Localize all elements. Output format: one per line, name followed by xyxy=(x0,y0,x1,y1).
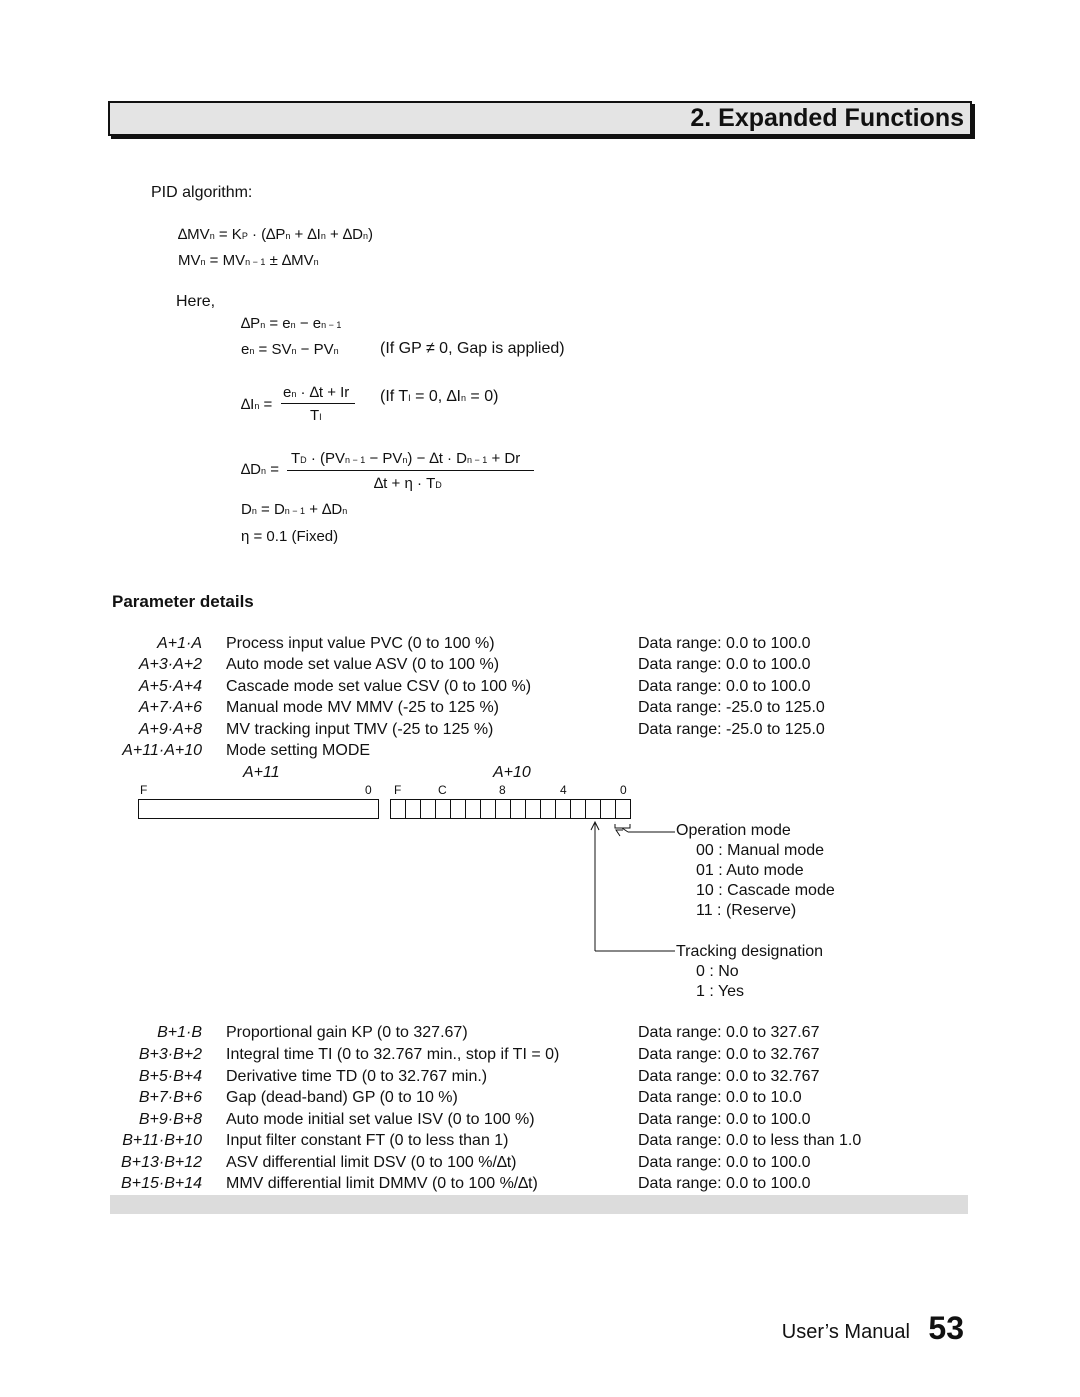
param-row xyxy=(0,721,1080,743)
mode-arrows xyxy=(580,818,680,958)
param-description: Proportional gain KP (0 to 327.67) xyxy=(226,1024,468,1041)
param-range: Data range: 0.0 to 32.767 xyxy=(638,1068,820,1085)
param-range: Data range: 0.0 to 32.767 xyxy=(638,1046,820,1063)
pid-label: PID algorithm: xyxy=(151,184,253,201)
param-range: Data range: 0.0 to 100.0 xyxy=(638,1175,811,1192)
param-address: B+1·B xyxy=(157,1024,202,1041)
operation-mode-option: 10 : Cascade mode xyxy=(696,882,835,899)
section-title: 2. Expanded Functions xyxy=(690,104,964,132)
param-row xyxy=(0,742,1080,764)
param-address: A+1·A xyxy=(157,635,202,652)
param-row xyxy=(0,1046,1080,1068)
equation-di-numerator: en · ∆t + Ir xyxy=(283,384,350,401)
param-range: Data range: 0.0 to 10.0 xyxy=(638,1089,802,1106)
param-row xyxy=(0,635,1080,657)
gap-note: (If GP ≠ 0, Gap is applied) xyxy=(380,340,565,357)
param-description: Mode setting MODE xyxy=(226,742,371,759)
bit-cell xyxy=(495,799,511,819)
param-description: MMV differential limit DMMV (0 to 100 %/∆t) xyxy=(226,1175,538,1192)
tracking-designation-label: Tracking designation xyxy=(676,943,824,960)
param-description: MV tracking input TMV (-25 to 125 %) xyxy=(226,721,494,738)
param-description: Gap (dead-band) GP (0 to 10 %) xyxy=(226,1089,458,1106)
footer-shade-bar xyxy=(110,1195,968,1214)
param-description: Input filter constant FT (0 to less than 1) xyxy=(226,1132,509,1149)
equation-di-denominator: TI xyxy=(310,407,322,424)
low-word-register xyxy=(390,799,630,819)
equation-dn: Dn = Dn − 1 + ∆Dn xyxy=(241,501,348,518)
param-address: A+9·A+8 xyxy=(138,721,202,738)
param-range: Data range: 0.0 to 100.0 xyxy=(638,635,811,652)
param-row xyxy=(0,1132,1080,1154)
param-range: Data range: -25.0 to 125.0 xyxy=(638,721,825,738)
manual-title: User’s Manual xyxy=(781,1321,910,1343)
param-row xyxy=(0,656,1080,678)
equation-mv: MVn = MVn − 1 ± ∆MVn xyxy=(178,252,319,269)
bit-cell xyxy=(420,799,436,819)
bit-label: 4 xyxy=(560,783,567,797)
param-row xyxy=(0,1154,1080,1176)
param-row xyxy=(0,699,1080,721)
word-low-label: A+10 xyxy=(493,764,531,781)
param-range: Data range: 0.0 to less than 1.0 xyxy=(638,1132,862,1149)
equation-eta: η = 0.1 (Fixed) xyxy=(241,528,339,545)
operation-mode-label: Operation mode xyxy=(676,822,791,839)
section-header xyxy=(108,101,972,136)
param-description: Derivative time TD (0 to 32.767 min.) xyxy=(226,1068,488,1085)
parameter-details-heading: Parameter details xyxy=(112,592,254,611)
param-description: ASV differential limit DSV (0 to 100 %/∆t) xyxy=(226,1154,517,1171)
param-row xyxy=(0,678,1080,700)
param-address: B+5·B+4 xyxy=(138,1068,202,1085)
param-address: B+7·B+6 xyxy=(138,1089,202,1106)
param-range: Data range: 0.0 to 100.0 xyxy=(638,678,811,695)
equation-en: en = SVn − PVn xyxy=(241,341,339,358)
param-range: Data range: 0.0 to 100.0 xyxy=(638,1154,811,1171)
bit-cell xyxy=(450,799,466,819)
bit-label: 8 xyxy=(499,783,506,797)
bit-cell xyxy=(525,799,541,819)
ti-note: (If TI = 0, ∆In = 0) xyxy=(380,388,499,405)
bit-cell xyxy=(555,799,571,819)
bit-cell xyxy=(405,799,421,819)
tracking-option: 1 : Yes xyxy=(696,983,745,1000)
equation-dd-denominator: ∆t + η · TD xyxy=(374,475,442,492)
param-address: A+7·A+6 xyxy=(138,699,202,716)
param-row xyxy=(0,1111,1080,1133)
param-description: Cascade mode set value CSV (0 to 100 %) xyxy=(226,678,532,695)
equation-dp: ∆Pn = en − en − 1 xyxy=(241,315,342,332)
bit-label: 0 xyxy=(365,783,372,797)
param-description: Auto mode set value ASV (0 to 100 %) xyxy=(226,656,500,673)
fraction-bar xyxy=(287,470,534,471)
equation-dd-lhs: ∆Dn = xyxy=(241,461,279,478)
param-address: A+5·A+4 xyxy=(138,678,202,695)
bit-cell xyxy=(570,799,586,819)
param-description: Manual mode MV MMV (-25 to 125 %) xyxy=(226,699,499,716)
bit-cell xyxy=(390,799,406,819)
bit-label: F xyxy=(140,783,148,797)
word-high-label: A+11 xyxy=(243,764,280,781)
param-row xyxy=(0,1068,1080,1090)
bit-cell xyxy=(600,799,616,819)
bit-cell xyxy=(435,799,451,819)
bit-label: C xyxy=(438,783,447,797)
param-address: A+3·A+2 xyxy=(138,656,202,673)
param-row xyxy=(0,1089,1080,1111)
fraction-bar xyxy=(281,403,355,404)
param-address: B+15·B+14 xyxy=(121,1175,202,1192)
bit-cell xyxy=(540,799,556,819)
param-address: B+13·B+12 xyxy=(121,1154,202,1171)
param-address: A+11·A+10 xyxy=(122,742,202,759)
param-address: B+3·B+2 xyxy=(138,1046,202,1063)
param-range: Data range: 0.0 to 327.67 xyxy=(638,1024,820,1041)
equation-dd-numerator: TD · (PVn − 1 − PVn) − ∆t · Dn − 1 + Dr xyxy=(291,450,521,467)
here-label: Here, xyxy=(176,293,216,310)
bit-cell xyxy=(585,799,601,819)
param-row xyxy=(0,1024,1080,1046)
tracking-option: 0 : No xyxy=(696,963,739,980)
bit-cell xyxy=(480,799,496,819)
param-description: Integral time TI (0 to 32.767 min., stop if TI = 0) xyxy=(226,1046,560,1063)
bit-cell xyxy=(615,799,631,819)
operation-mode-option: 00 : Manual mode xyxy=(696,842,825,859)
param-range: Data range: 0.0 to 100.0 xyxy=(638,656,811,673)
equation-dmv: ∆MVn = KP · (∆Pn + ∆In + ∆Dn) xyxy=(178,226,373,243)
param-description: Auto mode initial set value ISV (0 to 100 %) xyxy=(226,1111,535,1128)
operation-mode-option: 01 : Auto mode xyxy=(696,862,804,879)
bit-cell xyxy=(465,799,481,819)
page-number: 53 xyxy=(928,1310,964,1346)
param-address: B+11·B+10 xyxy=(122,1132,202,1149)
bit-label: 0 xyxy=(620,783,627,797)
param-row xyxy=(0,1175,1080,1197)
operation-mode-option: 11 : (Reserve) xyxy=(696,902,797,919)
param-range: Data range: 0.0 to 100.0 xyxy=(638,1111,811,1128)
param-range: Data range: -25.0 to 125.0 xyxy=(638,699,825,716)
high-word-register xyxy=(138,799,379,819)
equation-di-lhs: ∆In = xyxy=(241,396,273,413)
bit-cell xyxy=(510,799,526,819)
param-address: B+9·B+8 xyxy=(138,1111,202,1128)
param-description: Process input value PVC (0 to 100 %) xyxy=(226,635,495,652)
bit-label: F xyxy=(394,783,402,797)
